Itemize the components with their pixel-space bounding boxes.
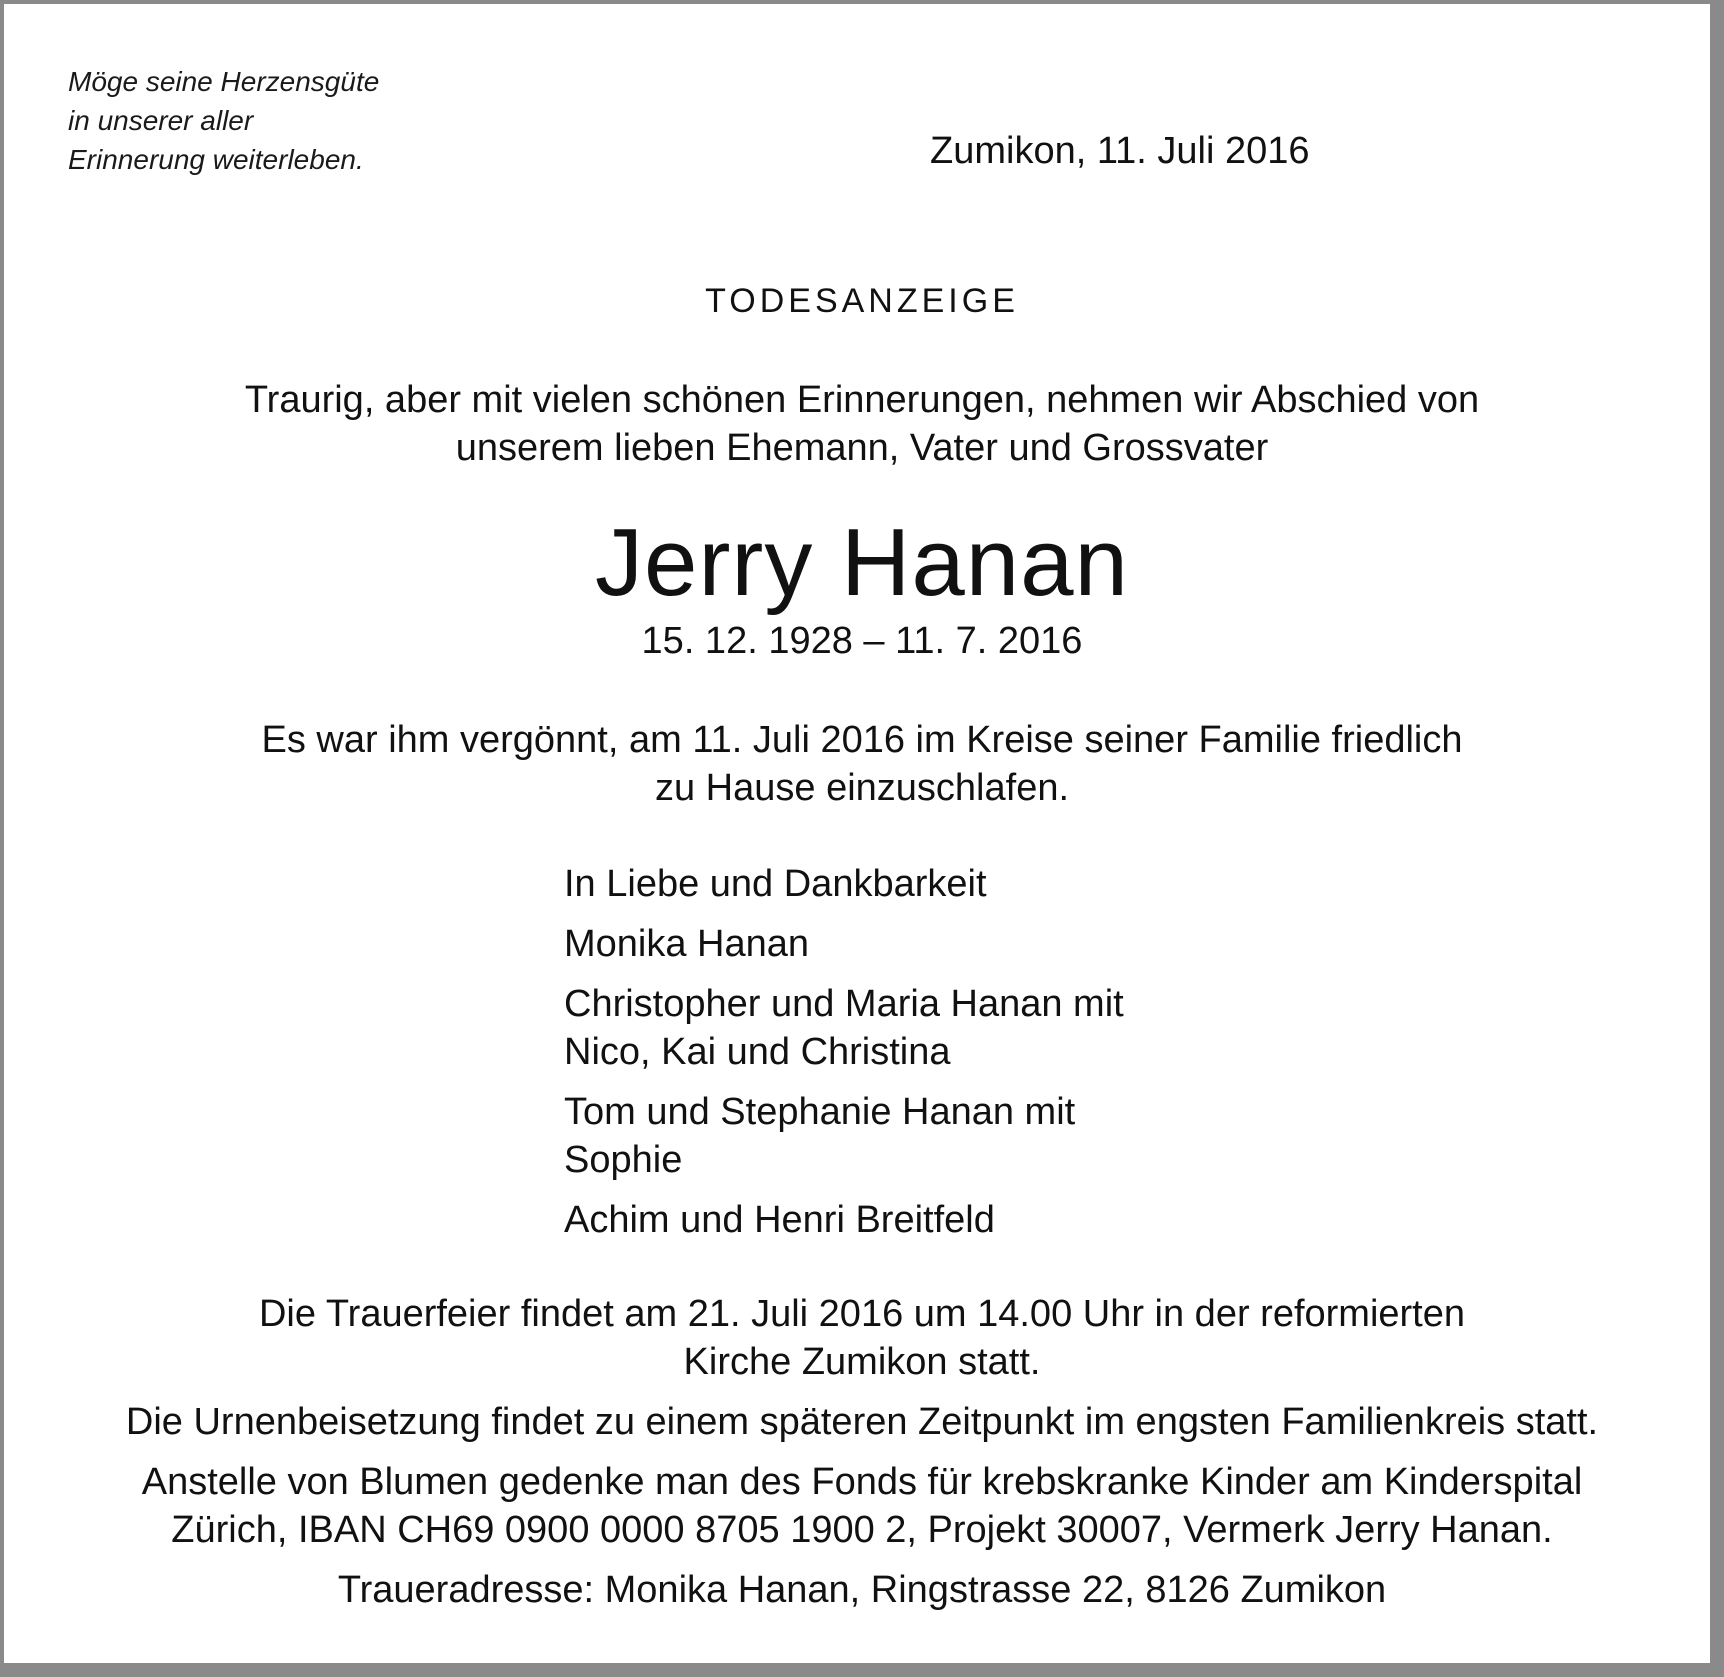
signatory-line: Christopher und Maria Hanan mit: [564, 983, 1124, 1025]
motto: [68, 62, 379, 179]
signatory-group: [564, 1088, 1124, 1184]
service-line: Kirche Zumikon statt.: [683, 1341, 1041, 1383]
signatory-group: [564, 1196, 1124, 1244]
passing-line: Es war ihm vergönnt, am 11. Juli 2016 im Kreise seiner Familie friedlich: [261, 719, 1463, 761]
passing-line: zu Hause einzuschlafen.: [654, 767, 1070, 809]
deceased-name: Jerry Hanan: [595, 509, 1129, 616]
signatories: [564, 860, 1124, 1256]
signatory-line: In Liebe und Dankbarkeit: [564, 863, 987, 905]
intro-line: unserem lieben Ehemann, Vater und Grossvater: [455, 427, 1269, 469]
service-info: [0, 1290, 1724, 1386]
motto-line: in unserer aller: [68, 105, 254, 136]
signatory-group: [564, 920, 1124, 968]
life-dates: 15. 12. 1928 – 11. 7. 2016: [641, 620, 1083, 662]
intro-line: Traurig, aber mit vielen schönen Erinnerungen, nehmen wir Abschied von: [244, 379, 1480, 421]
service-line: Die Trauerfeier findet am 21. Juli 2016 um 14.00 Uhr in der reformierten: [258, 1293, 1466, 1335]
signatory-line: Monika Hanan: [564, 923, 810, 965]
address-line: Traueradresse: Monika Hanan, Ringstrasse 22, 8126 Zumikon: [337, 1569, 1387, 1611]
burial-line: Die Urnenbeisetzung findet zu einem späteren Zeitpunkt im engsten Familienkreis statt.: [125, 1401, 1599, 1443]
motto-line: Erinnerung weiterleben.: [68, 144, 364, 175]
notice-heading: TODESANZEIGE: [705, 282, 1019, 320]
signatory-line: Sophie: [564, 1139, 683, 1181]
signatory-line: Tom und Stephanie Hanan mit: [564, 1091, 1076, 1133]
burial-info: [0, 1398, 1724, 1446]
mourning-address: [0, 1566, 1724, 1614]
motto-line: Möge seine Herzensgüte: [68, 66, 380, 97]
signatory-line: Nico, Kai und Christina: [564, 1031, 951, 1073]
donation-info: [0, 1458, 1724, 1554]
intro-text: [0, 376, 1724, 472]
signatory-line: Achim und Henri Breitfeld: [564, 1199, 995, 1241]
signatory-group: [564, 980, 1124, 1076]
place-date: Zumikon, 11. Juli 2016: [930, 130, 1310, 172]
passing-text: [0, 716, 1724, 812]
signatory-group: [564, 860, 1124, 908]
donation-line: Zürich, IBAN CH69 0900 0000 8705 1900 2, Projekt 30007, Vermerk Jerry Hanan.: [171, 1509, 1553, 1551]
donation-line: Anstelle von Blumen gedenke man des Fonds für krebskranke Kinder am Kinderspital: [141, 1461, 1583, 1503]
